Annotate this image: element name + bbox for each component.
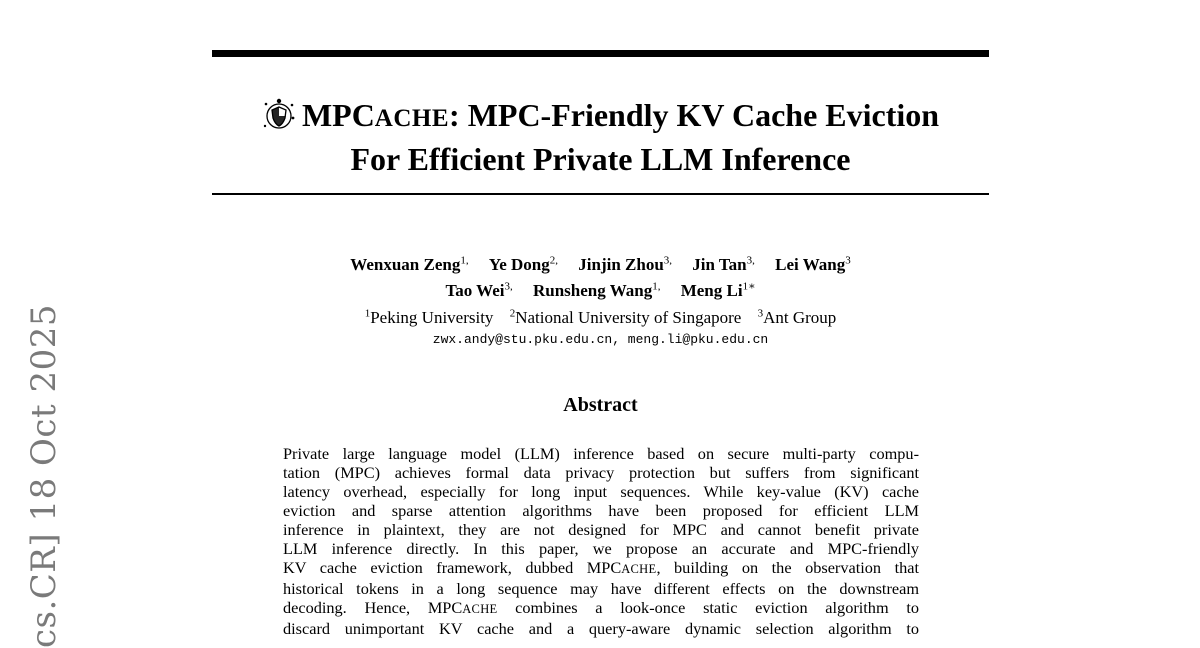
author-emails: zwx.andy@stu.pku.edu.cn, meng.li@pku.edu.cn [432, 331, 769, 347]
abstract-body [283, 444, 919, 638]
abstract-line: latency overhead, especially for long input sequences. While key-value (KV) cache [283, 482, 919, 501]
author-names-line-2 [212, 276, 989, 303]
abstract-line: KV cache eviction framework, dubbed MPCACHE, building on the observation that [283, 558, 919, 577]
shield-logo-icon [262, 96, 296, 132]
author-block [212, 249, 989, 351]
abstract-heading: Abstract [563, 394, 638, 416]
abstract-line: discard unimportant KV cache and a query-aware dynamic selection algorithm to [283, 619, 919, 638]
author: Jin Tan$^{3,}$ [692, 254, 755, 274]
author: Meng $Li^{1∗}$ [680, 280, 756, 301]
author: Ye Dong$^{2,}$ [488, 254, 559, 274]
arxiv-identifier-stamp: cs.CR] 18 Oct 2025 [24, 304, 64, 648]
title-top-rule [212, 50, 989, 57]
author-names-line-1 [212, 249, 989, 276]
paper-title [212, 95, 989, 179]
title-line-1 [212, 95, 989, 139]
author: Runsheng Wang$^{1,}$ [533, 280, 661, 301]
title-mpc: MPC [301, 97, 375, 133]
affiliation: $^3$Ant Group [757, 307, 837, 327]
abstract-line: eviction and sparse attention algorithms have been proposed for efficient LLM [283, 501, 919, 520]
author: Tao Wei$^{3,}$ [445, 280, 513, 301]
title-cache-smallcaps: ACHE [374, 105, 450, 132]
title-line-1-rest: : MPC-Friendly KV Cache Eviction [449, 97, 940, 133]
author: Jinjin Zhou$^{3,}$ [578, 254, 673, 274]
abstract-line: Private large language model (LLM) inference based on secure multi-party compu- [283, 444, 919, 463]
abstract-line: historical tokens in a long sequence may have different effects on the downstream [283, 579, 919, 598]
abstract-line: tation (MPC) achieves formal data privacy protection but suffers from significant [283, 463, 919, 482]
title-line-2: For Efficient Private LLM Inference [350, 141, 851, 177]
author: Wenxuan Zeng$^{1,}$ [350, 254, 469, 274]
author: Lei Wang$^3$ [775, 254, 851, 274]
abstract-line: decoding. Hence, MPCACHE combines a look-once static eviction algorithm to [283, 598, 919, 617]
affiliations [212, 302, 989, 329]
affiliation: $^1$Peking University [364, 307, 494, 327]
affiliation: $^2$National University of Singapore [509, 307, 742, 327]
title-bottom-rule [212, 193, 989, 195]
abstract-line: inference in plaintext, they are not designed for MPC and cannot benefit private [283, 520, 919, 539]
abstract-line: LLM inference directly. In this paper, we propose an accurate and MPC-friendly [283, 539, 919, 558]
